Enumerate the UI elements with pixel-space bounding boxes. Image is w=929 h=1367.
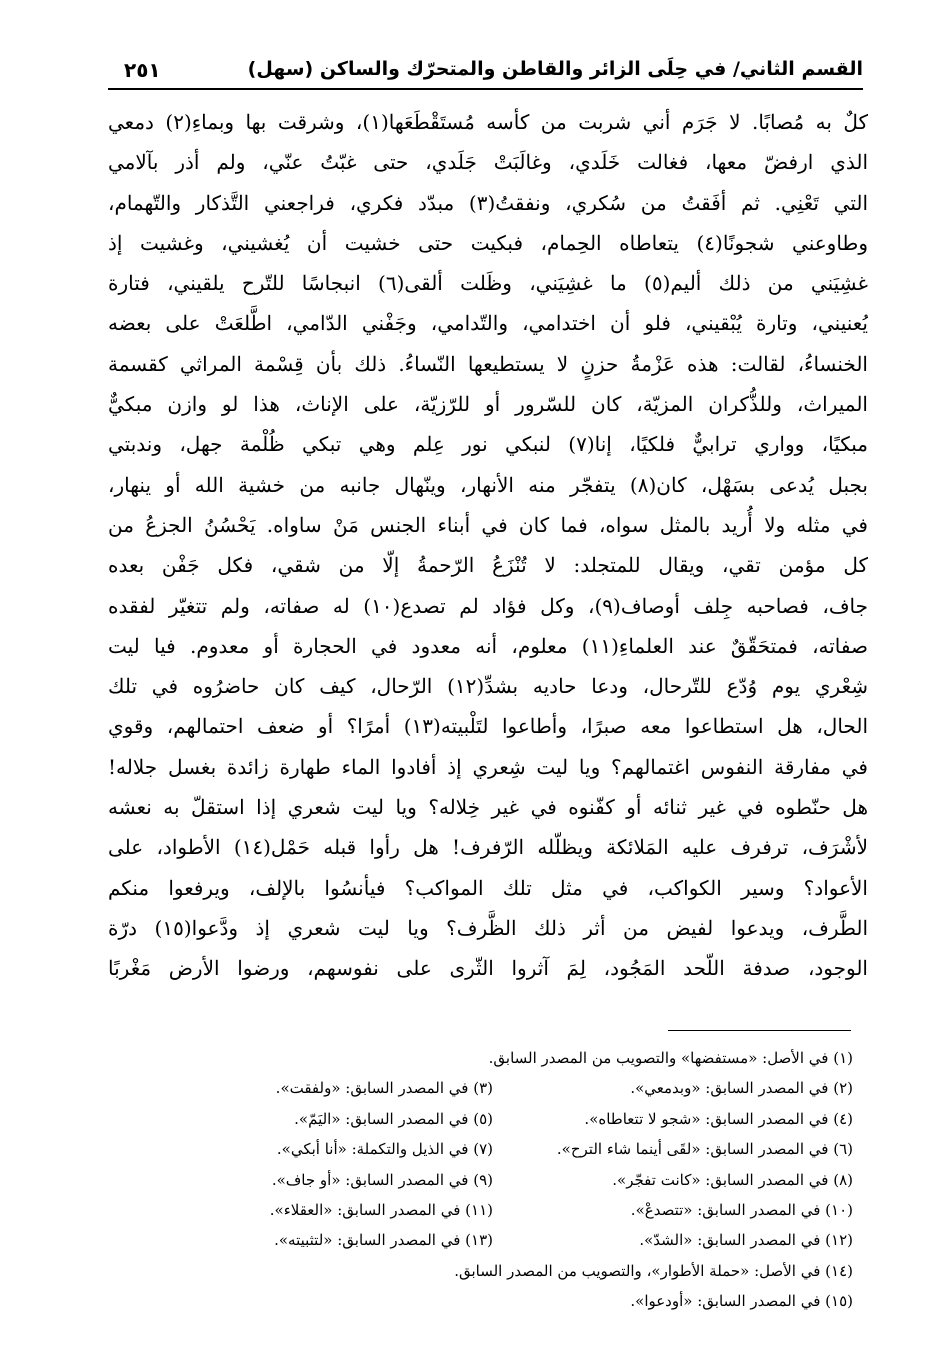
footnote: (٧) في الذيل والتكملة: «أنا أبكي». bbox=[276, 1140, 493, 1159]
footnote: (١٠) في المصدر السابق: «تتصدعْ». bbox=[630, 1200, 853, 1219]
text-line: بجبل يُدعى بسَهْل، كان(٨) يتفجّر منه الأنهار، وينّهال جانبه من خشية الله أو ينهار، bbox=[108, 472, 868, 497]
text-line: هل حنّطوه في غير ثنائه أو كفّنوه في غير خِلاله؟ ويا ليت شعري إذا استقلّ به نعشه bbox=[108, 795, 868, 820]
footnote-row bbox=[150, 1043, 853, 1073]
footnote: (٣) في المصدر السابق: «ولفقت». bbox=[275, 1079, 493, 1098]
page-header bbox=[108, 52, 863, 90]
text-line: كل مؤمن تقي، ويقال للمتجلد: لا تُنْزَعُ الرّحمةُ إلّا من شقي، فكل جَفْن بعده bbox=[108, 553, 868, 578]
footnote: (٦) في المصدر السابق: «لقَى أينما شاء الترح». bbox=[556, 1140, 853, 1159]
text-line: يُعنيني، وتارة يُبْقيني، فلو أن اختدامي، والتّدامي، وجَفْني الدّامي، اطَّلعَتْ على بعضه bbox=[108, 311, 868, 336]
footnote: (١٥) في المصدر السابق: «أودعوا». bbox=[630, 1292, 853, 1311]
footnote-separator bbox=[668, 1030, 851, 1031]
footnote: (٤) في المصدر السابق: «شجو لا تتعاطاه». bbox=[584, 1109, 853, 1128]
footnote: (٥) في المصدر السابق: «اليَمّ». bbox=[294, 1109, 493, 1128]
text-line: صفاته، فمتحَقّقٌ عند العلماءِ(١١) معلوم، أنه معدود في الحجارة أو معدوم. فيا ليت bbox=[108, 633, 868, 658]
footnote: (٢) في المصدر السابق: «وبدمعي». bbox=[630, 1079, 853, 1098]
footnote-row bbox=[150, 1073, 853, 1103]
text-line: الطَّرف، ويدعوا لفيض من أثر ذلك الظَّرف؟ ويا ليت شعري إذ ودَّعوا(١٥) درّة bbox=[108, 915, 868, 940]
footnote-row bbox=[150, 1225, 853, 1255]
text-line: شِعْري يوم وُدّع للتّرحال، ودعا حاديه بشدِّ(١٢) الرّحال، كيف كان حاضرُوه في تلك bbox=[108, 674, 868, 699]
footnote-row bbox=[150, 1195, 853, 1225]
footnote-row bbox=[150, 1286, 853, 1316]
running-title: القسم الثاني/ في حِلَى الزائر والقاطن والمتحرّك والساكن (سهل) bbox=[247, 58, 863, 80]
text-line: الذي ارفضّ معها، فغالت خَلَدي، وغالَبَتْ جَلَدي، حتى غبّتُ عنّي، ولم أذر بآلامي bbox=[108, 150, 868, 175]
text-line: في مفارقة النفوس اغتمالهم؟ ويا ليت شِعري إذ أفادوا الماء طهارة زائدة بغسل جلاله! bbox=[108, 754, 868, 779]
text-line: الحال، هل استطاعوا معه صبرًا، وأطاعوا لتَلْبيته(١٣) أمرًا؟ أو ضعف احتمالهم، وقوي bbox=[108, 714, 868, 739]
text-line: لأشْرَف، ترفرف عليه المَلائكة ويظلّله الرّفرف! هل رأوا قبله حَمْل(١٤) الأطواد، على bbox=[108, 835, 868, 860]
text-line: الميراث، وللذُّكران المزيّة، كان للسّرور أو للرّزيّة، على الإناث، هذا لو وازن مبكيٌّ bbox=[108, 392, 868, 417]
footnote: (٨) في المصدر السابق: «كانت تفجّر». bbox=[612, 1170, 853, 1189]
text-line: في مثله ولا أُريد بالمثل سواه، فما كان في أبناء الجنس مَنْ ساواه. يَحْسُنُ الجزعُ من bbox=[108, 512, 868, 537]
text-line: جاف، فصاحبه جِلف أوصاف(٩)، وكل فؤاد لم تصدع(١٠) له صفاته، ولم تتغيّر لفقده bbox=[108, 593, 868, 618]
footnotes bbox=[150, 1043, 853, 1317]
text-line: التي تَعْنِي. ثم أفَقتُ من سُكري، ونفقتُ(٣) مبدّد فكري، فراجعني التَّذكار والتّهمام، bbox=[108, 190, 868, 215]
main-text bbox=[108, 102, 868, 989]
footnote: (١١) في المصدر السابق: «العقلاء». bbox=[269, 1200, 493, 1219]
text-line: الخنساءُ، لقالت: هذه عَزْمةُ حزنٍ لا يستطيعها النّساءُ. ذلك بأن قِسْمة المراثي كقسمة bbox=[108, 351, 868, 376]
text-line: وطاوعني شجونًا(٤) يتعاطاه الحِمام، فبكيت حتى خشيت أن يُغشيني، وغشيت إذ bbox=[108, 230, 868, 255]
text-line: مبكيًا، وواري ترابيٌّ فلكيًا، إنا(٧) لنبكي نور عِلم وهي تبكي ظُلْمة جهل، وندبتي bbox=[108, 432, 868, 457]
footnote: (١) في الأصل: «مستفضها» والتصويب من المصدر السابق. bbox=[488, 1049, 853, 1067]
footnote: (١٣) في المصدر السابق: «لتثبيته». bbox=[274, 1231, 493, 1250]
page-number: ٢٥١ bbox=[124, 58, 161, 82]
footnote-row bbox=[150, 1104, 853, 1134]
footnote-row bbox=[150, 1134, 853, 1164]
footnote: (٩) في المصدر السابق: «أو جاف». bbox=[271, 1170, 493, 1189]
footnote-row bbox=[150, 1165, 853, 1195]
text-line: كلٌ به مُصابًا. لا جَرَم أني شربت من كأسه مُستَقْطَعَها(١)، وشرقت بها وبماءِ(٢) دمعي bbox=[108, 110, 868, 134]
text-line: غشِيَني من ذلك أليم(٥) ما غشِيَني، وظَلت ألقى(٦) انبجاسًا للتّرح يلقيني، فتارة bbox=[108, 271, 868, 296]
text-line: الوجود، صدفة اللّحد المَجُود، لِمَ آثروا الثّرى على نفوسهم، ورضوا الأرض مَغْربًا bbox=[108, 956, 868, 981]
footnote-row bbox=[150, 1256, 853, 1286]
footnote: (١٢) في المصدر السابق: «الشدّ». bbox=[639, 1231, 853, 1250]
text-line: الأعواد؟ وسير الكواكب، في مثل تلك المواكب؟ فيأنسُوا بالإلف، ويرفعوا منكم bbox=[108, 875, 868, 900]
footnote: (١٤) في الأصل: «حملة الأطوار»، والتصويب من المصدر السابق. bbox=[454, 1261, 853, 1280]
